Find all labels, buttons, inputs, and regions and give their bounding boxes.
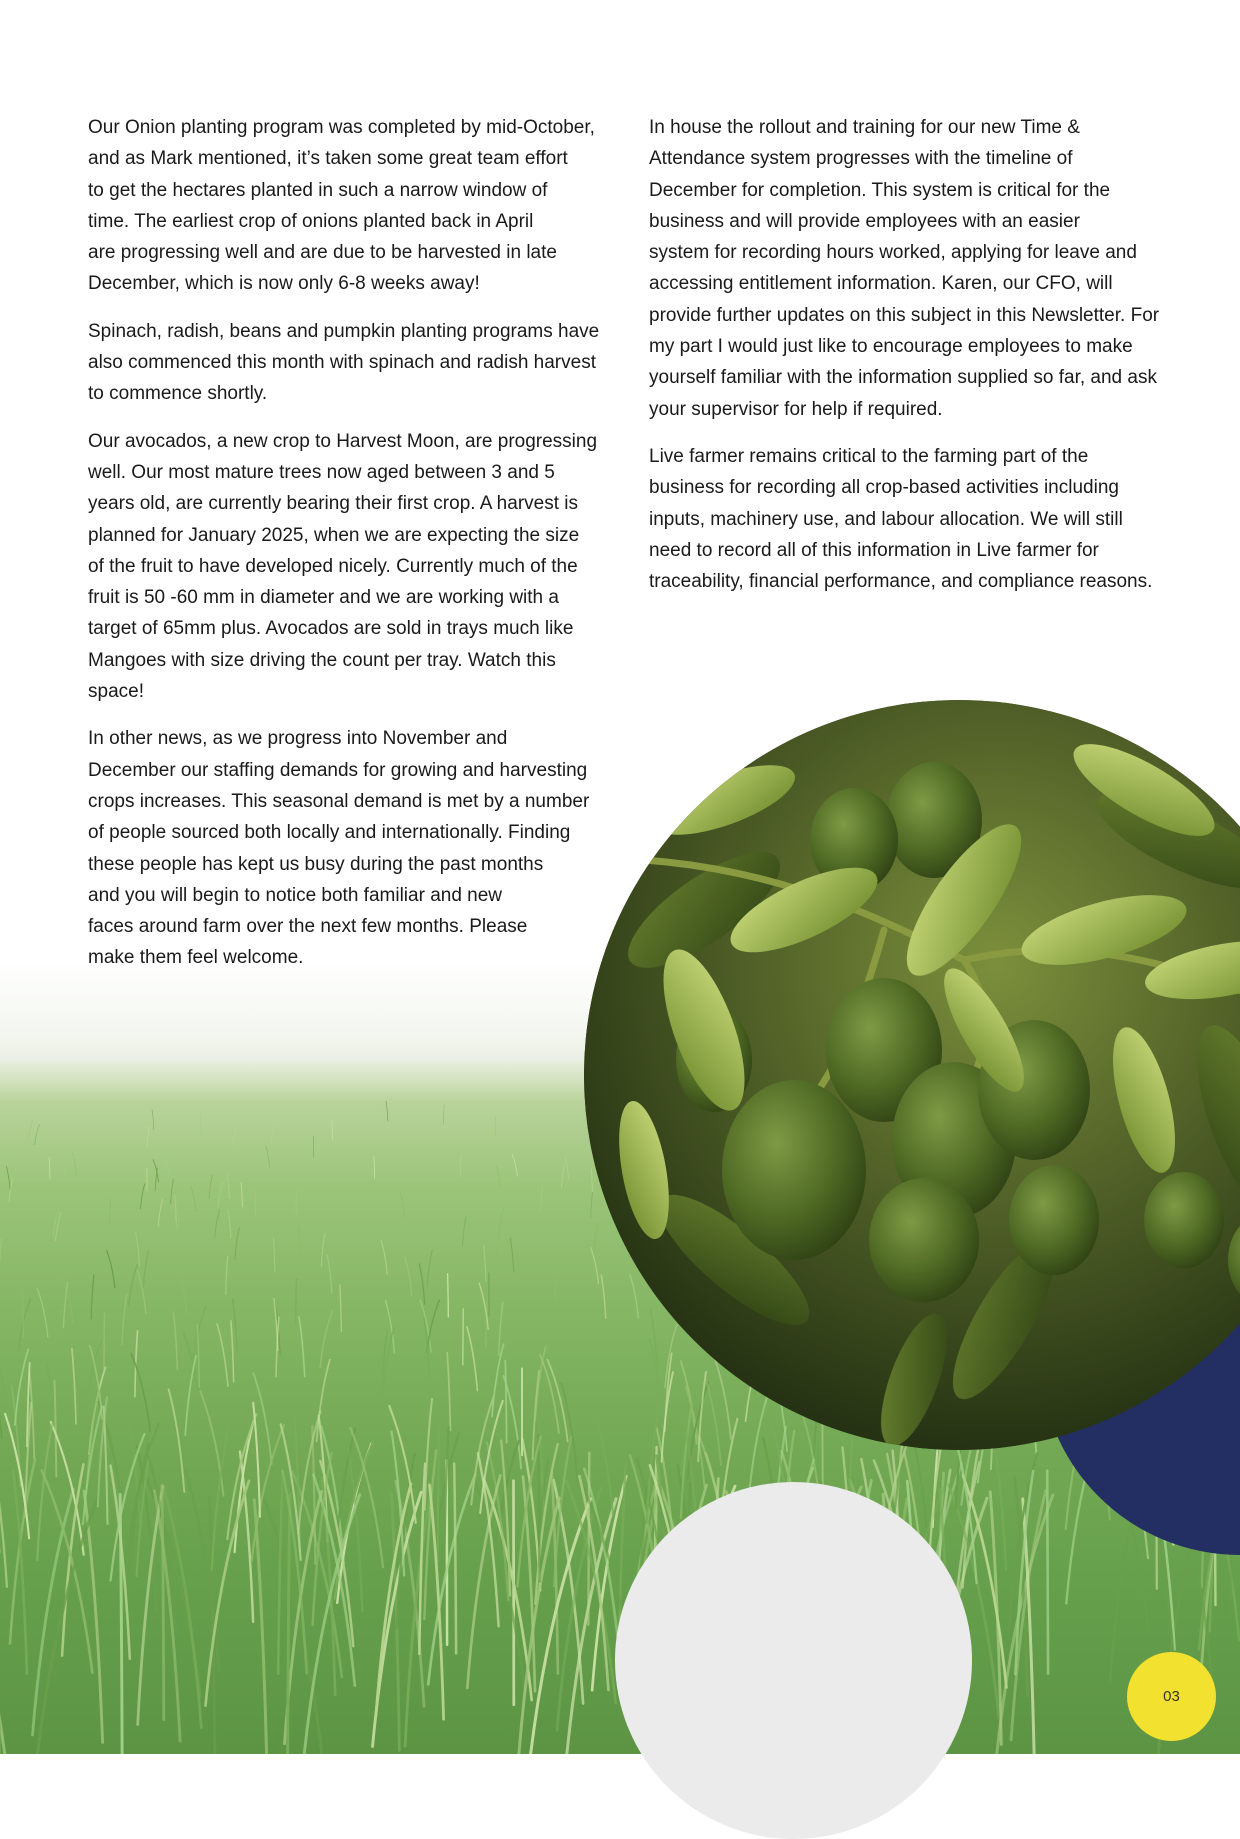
paragraph-time-attendance: In house the rollout and training for our new Time & Attendance system progresses with the timeline of December for completion. This system is critical for the business and will provide employees with an easier system for recording hours worked, applying for leave and accessing entitlement information. Karen, our CFO, will provide further updates on this subject in this Newsletter. For my part I would just like to encourage employees to make yourself familiar with the information supplied so far, and ask your supervisor for help if required. <box>649 117 1160 420</box>
page-number: 03 <box>1163 1688 1180 1705</box>
paragraph-staffing: In other news, as we progress into November and December our staffing demands for growing and harvesting crops increases. This seasonal demand is met by a number of people sourced both locally and internationally. Finding these people has kept us busy during the past months and you will begin to notice both familiar and new faces around farm over the next few months. Please make them feel welcome. <box>88 728 590 969</box>
grey-accent-circle <box>615 1482 972 1839</box>
paragraph-live-farmer: Live farmer remains critical to the farming part of the business for recording all crop-based activities including inputs, machinery use, and labour allocation. We will still need to record all of this information in Live farmer for traceability, financial performance, and compliance reasons. <box>649 445 1153 593</box>
page-number-badge <box>1127 1652 1216 1741</box>
right-text-column <box>649 112 1209 613</box>
left-text-column <box>88 112 628 990</box>
paragraph-onions: Our Onion planting program was completed by mid-October, and as Mark mentioned, it’s taken some great team effort to get the hectares planted in such a narrow window of time. The earliest crop of onions planted back in April are progressing well and are due to be harvested in late December, which is now only 6-8 weeks away! <box>88 117 595 295</box>
paragraph-spinach: Spinach, radish, beans and pumpkin planting programs have also commenced this month with spinach and radish harvest to commence shortly. <box>88 320 600 405</box>
paragraph-avocados: Our avocados, a new crop to Harvest Moon, are progressing well. Our most mature trees now aged between 3 and 5 years old, are currently bearing their first crop. A harvest is planned for January 2025, when we are expecting the size of the fruit to have developed nicely. Currently much of the fruit is 50 -60 mm in diameter and we are working with a target of 65mm plus. Avocados are sold in trays much like Mangoes with size driving the count per tray. Watch this space! <box>88 430 598 703</box>
